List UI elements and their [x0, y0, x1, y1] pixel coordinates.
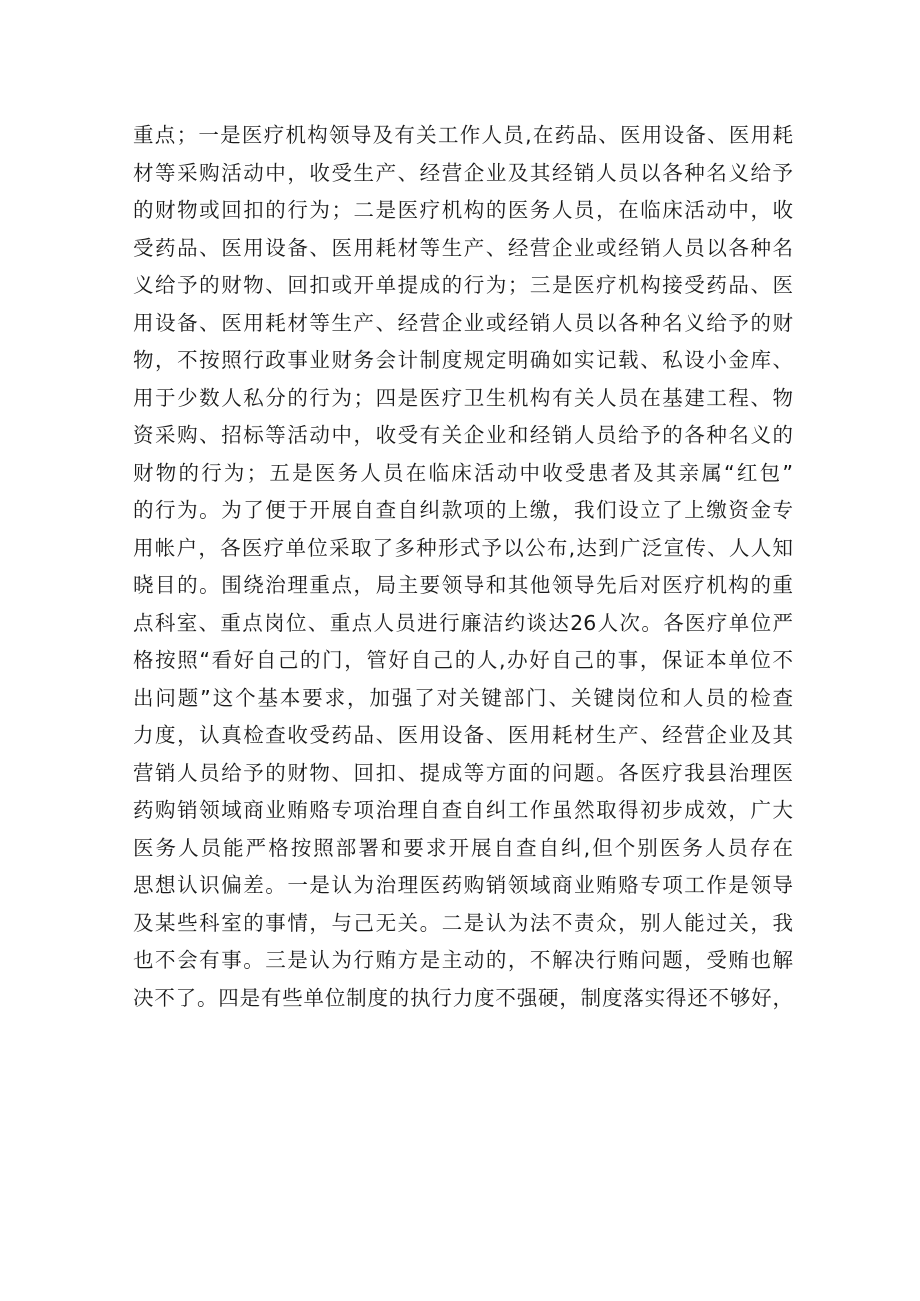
text-line: 用设备、医用耗材等生产、经营企业或经销人员以各种名义给予的财 [133, 310, 793, 335]
text-line: 资采购、招标等活动中，收受有关企业和经销人员给予的各种名义的 [133, 423, 793, 447]
text-line: 的行为。为了便于开展自查自纠款项的上缴，我们设立了上缴资金专 [133, 498, 793, 522]
text-line: 重点；一是医疗机构领导及有关工作人员,在药品、医用设备、医用耗 [133, 123, 793, 147]
text-line: 力度，认真检查收受药品、医用设备、医用耗材生产、经营企业及其 [133, 723, 793, 747]
text-line: 晓目的。围绕治理重点，局主要领导和其他领导先后对医疗机构的重 [133, 573, 793, 597]
text-line: 决不了。四是有些单位制度的执行力度不强硬，制度落实得还不够好， [133, 985, 793, 1010]
text-line: 的财物或回扣的行为；二是医疗机构的医务人员，在临床活动中，收 [133, 198, 793, 222]
text-line: 物，不按照行政事业财务会计制度规定明确如实记载、私设小金库、 [133, 348, 793, 372]
text-line: 思想认识偏差。一是认为治理医药购销领域商业贿赂专项工作是领导 [133, 873, 793, 897]
text-line: 点科室、重点岗位、重点人员进行廉洁约谈达26人次。各医疗单位严 [133, 610, 793, 635]
text-line: 营销人员给予的财物、回扣、提成等方面的问题。各医疗我县治理医 [133, 760, 793, 785]
text-line: 出问题”这个基本要求，加强了对关键部门、关键岗位和人员的检查 [133, 685, 793, 710]
text-line: 材等采购活动中，收受生产、经营企业及其经销人员以各种名义给予 [133, 160, 793, 185]
text-line: 受药品、医用设备、医用耗材等生产、经营企业或经销人员以各种名 [133, 235, 793, 260]
text-line: 用帐户，各医疗单位采取了多种形式予以公布,达到广泛宣传、人人知 [133, 535, 793, 560]
text-line: 格按照“看好自己的门，管好自己的人,办好自己的事，保证本单位不 [133, 648, 793, 672]
text-line: 也不会有事。三是认为行贿方是主动的，不解决行贿问题，受贿也解 [133, 948, 793, 972]
text-line: 医务人员能严格按照部署和要求开展自查自纠,但个别医务人员存在 [133, 835, 793, 860]
text-line: 财物的行为；五是医务人员在临床活动中收受患者及其亲属“红包” [133, 460, 793, 485]
body-text [133, 117, 793, 1017]
text-line: 义给予的财物、回扣或开单提成的行为；三是医疗机构接受药品、医 [133, 273, 793, 297]
text-line: 药购销领域商业贿赂专项治理自查自纠工作虽然取得初步成效，广大 [133, 798, 793, 822]
text-line: 及某些科室的事情，与己无关。二是认为法不责众，别人能过关，我 [133, 910, 793, 935]
text-line: 用于少数人私分的行为；四是医疗卫生机构有关人员在基建工程、物 [133, 385, 793, 410]
